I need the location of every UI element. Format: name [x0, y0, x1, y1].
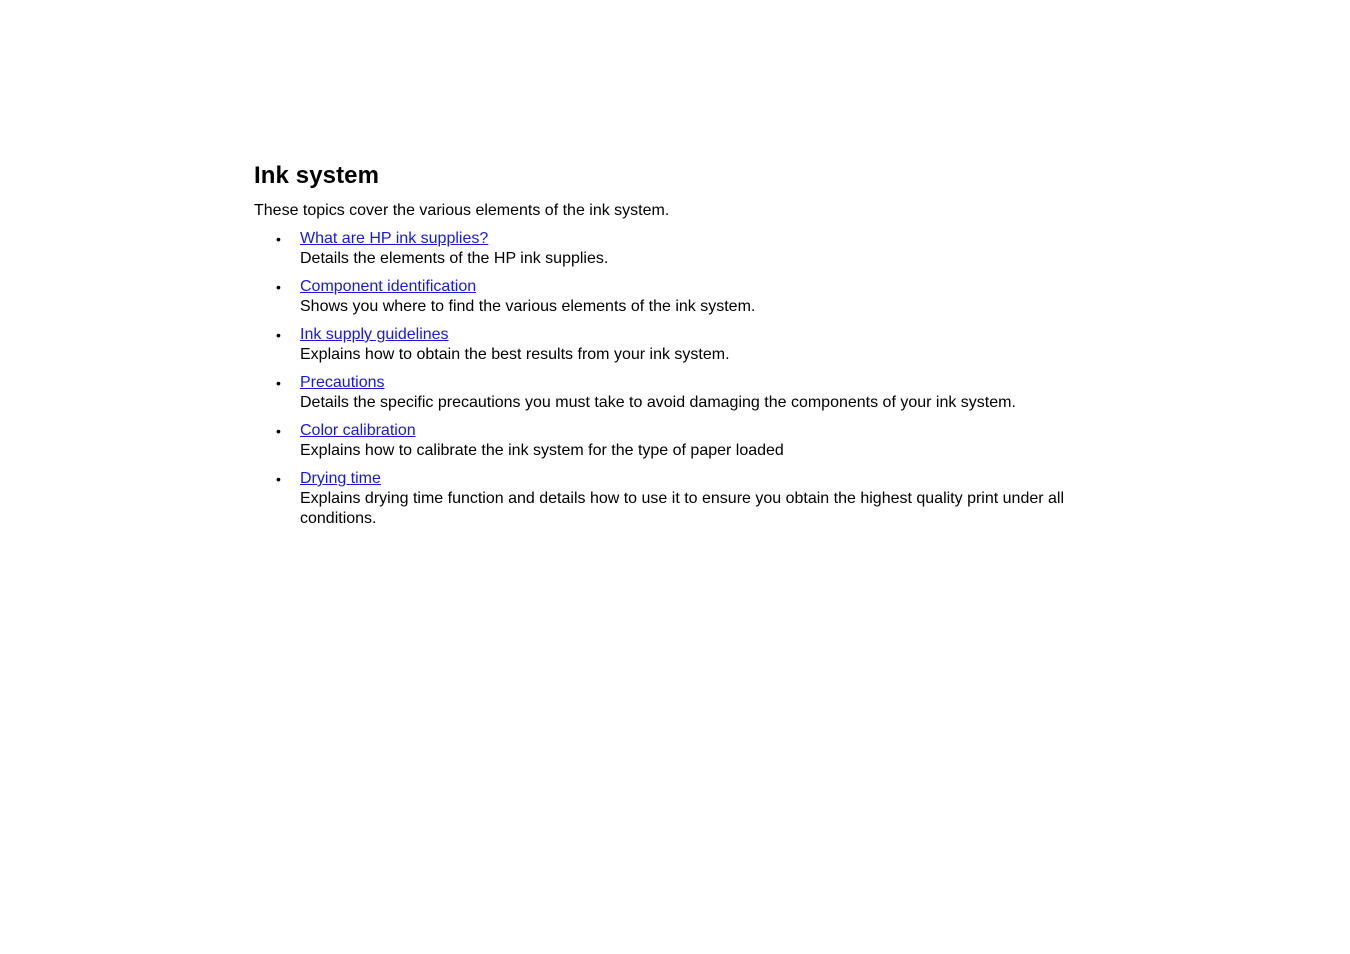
bullet-icon: • [276, 279, 281, 295]
bullet-icon: • [276, 231, 281, 247]
list-item-supplies [254, 229, 1104, 269]
list-item-component-identification [254, 277, 1104, 317]
list-item-color-calibration [254, 421, 1104, 461]
link-component-identification[interactable]: Component identification [300, 278, 477, 295]
topic-description: Explains how to calibrate the ink system for the type of paper loaded [300, 442, 784, 459]
list-item-drying-time [254, 469, 1104, 529]
bullet-icon: • [276, 375, 281, 391]
link-precautions[interactable]: Precautions [300, 374, 385, 391]
bullet-icon: • [276, 471, 281, 487]
topic-list [254, 229, 1104, 529]
bullet-icon: • [276, 327, 281, 343]
topic-description: Details the specific precautions you must take to avoid damaging the components of your ink system. [300, 394, 1016, 411]
page-title: Ink system [254, 162, 380, 189]
intro-text: These topics cover the various elements of the ink system. [254, 202, 670, 219]
list-item-precautions [254, 373, 1104, 413]
document-content [254, 160, 1104, 537]
topic-description: Details the elements of the HP ink supplies. [300, 250, 609, 267]
topic-description: Explains how to obtain the best results from your ink system. [300, 346, 730, 363]
list-item-ink-supply-guidelines [254, 325, 1104, 365]
link-color-calibration[interactable]: Color calibration [300, 422, 416, 439]
link-what-are-hp-ink-supplies[interactable]: What are HP ink supplies? [300, 230, 489, 247]
topic-description: Shows you where to find the various elements of the ink system. [300, 298, 756, 315]
bullet-icon: • [276, 423, 281, 439]
topic-description: Explains drying time function and details how to use it to ensure you obtain the highest quality print under all conditions. [300, 490, 1065, 527]
link-drying-time[interactable]: Drying time [300, 470, 381, 487]
link-ink-supply-guidelines[interactable]: Ink supply guidelines [300, 326, 449, 343]
